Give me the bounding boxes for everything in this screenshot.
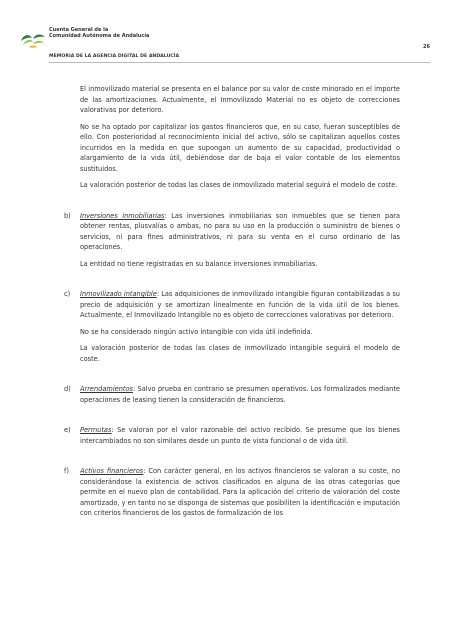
- item-term: Permutas: [80, 426, 112, 434]
- item-term: Activos financieros: [80, 467, 144, 475]
- paragraph: La valoración posterior de todas las clases de inmovilizado intangible seguirá el modelo de coste.: [80, 344, 400, 363]
- list-item-e: [64, 425, 400, 446]
- paragraph: La valoración posterior de todas las clases de inmovilizado material seguirá el modelo de coste.: [80, 181, 398, 189]
- list-letter: d): [64, 385, 71, 393]
- page-number: 26: [423, 44, 430, 50]
- junta-andalucia-logo-icon: [20, 30, 46, 50]
- item-term: Inmovilizado intangible: [80, 290, 157, 298]
- list-item-c: [64, 289, 400, 364]
- paragraph: Permutas: Se valoran por el valor razonable del activo recibido. Se presume que los bienes intercambiados no son similares desde un punto de vista funcional o de vida útil.: [80, 426, 400, 445]
- list-letter: b): [64, 211, 71, 220]
- page-content: [64, 84, 400, 525]
- list-letter: e): [64, 426, 71, 434]
- paragraph: Arrendamientos: Salvo prueba en contrario se presumen operativos. Los formalizados mediante operaciones de leasing tienen la consideración de financieros.: [80, 385, 400, 404]
- list-letter: f): [64, 467, 69, 475]
- paragraph: No se ha considerado ningún activo intangible con vida útil indefinida.: [80, 327, 313, 336]
- paragraph: La entidad no tiene registradas en su balance inversiones inmobiliarias.: [80, 259, 318, 268]
- document-subtitle: MEMORIA DE LA AGENCIA DIGITAL DE ANDALUCÍA: [49, 54, 180, 59]
- list-item-b: [64, 211, 400, 270]
- list-item-f: [64, 466, 400, 519]
- paragraph: Activos financieros: Con carácter general, en los activos financieros se valoran a su coste, no considerándose la existencia de activos clasificados en alguna de las otras categorías que permite en el nuevo plan de contabilidad. Para la aplicación del criterio de valoración del coste amortizado, y en tanto no se disponga de sistemas que posibiliten la identificación e imputación con criterios financieros de los gastos de formalización de los: [80, 467, 400, 517]
- item-term: Inversiones inmobiliarias: [80, 211, 165, 220]
- list-item-d: [64, 384, 400, 405]
- paragraph: No se ha optado por capitalizar los gastos financieros que, en su caso, fueran susceptibles de ello. Con posterioridad al reconocimiento inicial del activo, sólo se capitalizan aquellos costes incurridos en la medida en que supongan un aumento de su capacidad, productividad o alargamiento de la vida útil, debiéndose dar de baja el valor contable de los elementos sustituidos.: [80, 122, 400, 173]
- paragraph: El inmovilizado material se presenta en el balance por su valor de coste minorado en el importe de las amortizaciones. Actualmente, el Inmovilizado Material no es objeto de correcciones valorativas por deterioro.: [80, 85, 400, 114]
- item-term: Arrendamientos: [80, 385, 133, 393]
- paragraph: Inmovilizado intangible: Las adquisiciones de inmovilizado intangible figuran contabilizadas a su precio de adquisición y se amortizan linealmente en función de la vida útil de los bienes. Actualmente, el Inmovilizado Intangible no es objeto de correcciones valorativas por deterioro.: [80, 290, 400, 319]
- paragraph: Inversiones inmobiliarias: Las inversiones inmobiliarias son inmuebles que se tienen para obtener rentas, plusvalías o ambas, no para su uso en la producción o suministro de bienes o servicios, ni para fines administrativos, ni para su venta en el curso ordinario de las operaciones.: [80, 211, 400, 251]
- header-divider: [49, 62, 430, 63]
- organization-name: Cuenta General de la Comunidad Autónoma de Andalucía: [49, 27, 150, 40]
- list-letter: c): [64, 290, 71, 298]
